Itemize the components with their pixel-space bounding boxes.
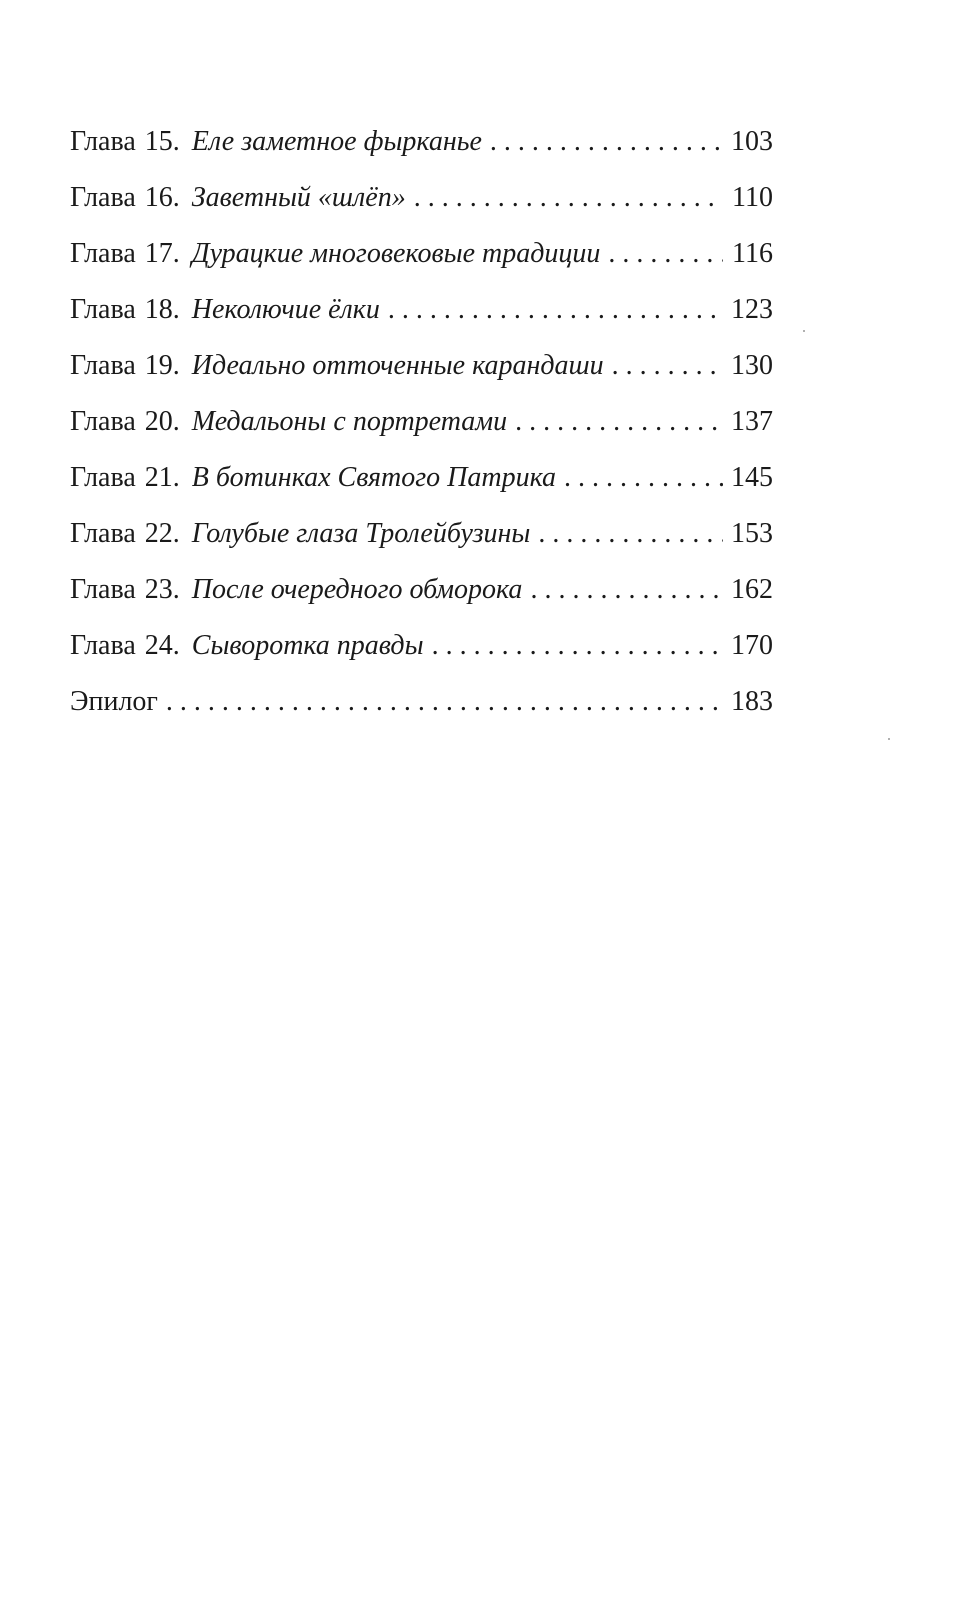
- dot-leader: [564, 464, 723, 492]
- chapter-title: Заветный «шлёп»: [191, 182, 406, 213]
- toc-entry-chapter-21: [70, 450, 773, 506]
- page-number: 145: [731, 462, 773, 493]
- toc-entry-chapter-19: [70, 338, 773, 394]
- chapter-label: Глава: [70, 294, 136, 325]
- chapter-number: 20.: [144, 406, 180, 437]
- page-number: 153: [731, 518, 773, 549]
- toc-entry-chapter-20: [70, 394, 773, 450]
- chapter-number: 24.: [144, 630, 180, 661]
- toc-entry-chapter-17: [70, 226, 773, 282]
- scan-speck: [803, 330, 805, 332]
- chapter-label: Глава: [70, 518, 136, 549]
- toc-entry-chapter-16: [70, 170, 773, 226]
- dot-leader: [432, 632, 723, 660]
- chapter-number: 15.: [144, 126, 180, 157]
- page-number: 130: [731, 350, 773, 381]
- dot-leader: [490, 128, 723, 156]
- toc-entry-epilogue: [70, 674, 773, 730]
- chapter-title: После очередного обморока: [191, 574, 523, 605]
- dot-leader: [608, 240, 723, 268]
- chapter-number: 19.: [144, 350, 180, 381]
- chapter-title: Неколючие ёлки: [191, 294, 380, 325]
- page-number: 162: [731, 574, 773, 605]
- page-number: 170: [731, 630, 773, 661]
- page-number: 116: [732, 238, 773, 269]
- dot-leader: [515, 408, 723, 436]
- chapter-number: 16.: [144, 182, 180, 213]
- chapter-label: Глава: [70, 630, 136, 661]
- toc-entry-chapter-15: [70, 114, 773, 170]
- toc-entry-chapter-18: [70, 282, 773, 338]
- dot-leader: [612, 352, 723, 380]
- dot-leader: [530, 576, 723, 604]
- page-number: 103: [731, 126, 773, 157]
- chapter-label: Глава: [70, 406, 136, 437]
- dot-leader: [414, 184, 723, 212]
- chapter-label: Глава: [70, 462, 136, 493]
- toc-entry-chapter-24: [70, 618, 773, 674]
- chapter-number: 21.: [144, 462, 180, 493]
- epilogue-label: Эпилог: [70, 686, 158, 717]
- dot-leader: [388, 296, 723, 324]
- chapter-title: В ботинках Святого Патрика: [191, 462, 556, 493]
- scan-speck: [888, 738, 890, 740]
- chapter-label: Глава: [70, 238, 136, 269]
- dot-leader: [538, 520, 723, 548]
- chapter-label: Глава: [70, 574, 136, 605]
- table-of-contents: [70, 114, 773, 730]
- toc-entry-chapter-23: [70, 562, 773, 618]
- chapter-title: Еле заметное фырканье: [191, 126, 482, 157]
- chapter-title: Дурацкие многовековые традиции: [191, 238, 601, 269]
- page-number: 110: [732, 182, 773, 213]
- chapter-label: Глава: [70, 126, 136, 157]
- chapter-number: 23.: [144, 574, 180, 605]
- chapter-title: Медальоны с портретами: [191, 406, 508, 437]
- chapter-title: Идеально отточенные карандаши: [191, 350, 604, 381]
- chapter-label: Глава: [70, 350, 136, 381]
- chapter-number: 22.: [144, 518, 180, 549]
- chapter-number: 18.: [144, 294, 180, 325]
- dot-leader: [166, 688, 723, 716]
- chapter-label: Глава: [70, 182, 136, 213]
- page-number: 123: [731, 294, 773, 325]
- chapter-number: 17.: [144, 238, 180, 269]
- toc-entry-chapter-22: [70, 506, 773, 562]
- chapter-title: Сыворотка правды: [191, 630, 424, 661]
- chapter-title: Голубые глаза Тролейбузины: [191, 518, 531, 549]
- page-number: 137: [731, 406, 773, 437]
- page-number: 183: [731, 686, 773, 717]
